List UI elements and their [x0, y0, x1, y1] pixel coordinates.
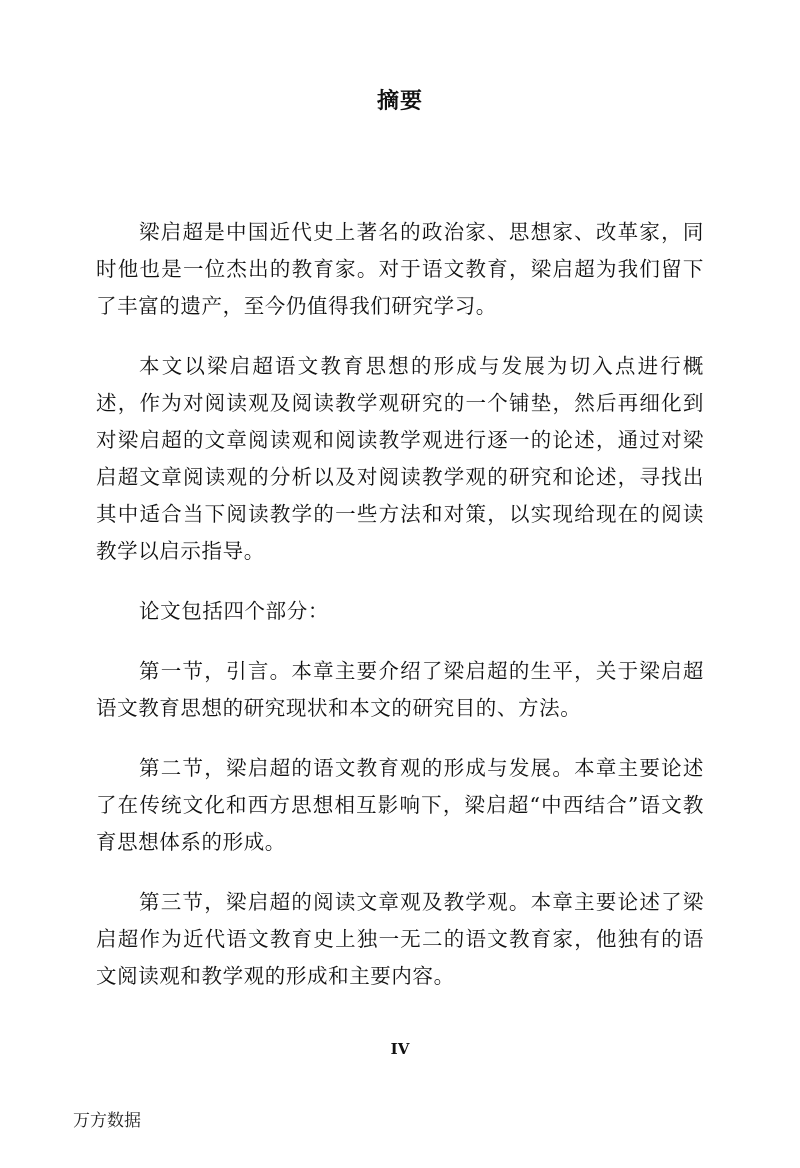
paragraph-section-2: 第二节，梁启超的语文教育观的形成与发展。本章主要论述了在传统文化和西方思想相互影响下，梁启超“中西结合”语文教育思想体系的形成。: [96, 756, 704, 854]
watermark-text: 万方数据: [73, 1111, 141, 1131]
paragraph-structure: 论文包括四个部分：: [139, 599, 329, 623]
paragraph-section-3: 第三节，梁启超的阅读文章观及教学观。本章主要论述了梁启超作为近代语文教育史上独一无二的语文教育家，他独有的语文阅读观和教学观的形成和主要内容。: [96, 890, 704, 988]
paragraph-intro: 梁启超是中国近代史上著名的政治家、思想家、改革家，同时他也是一位杰出的教育家。对于语文教育，梁启超为我们留下了丰富的遗产，至今仍值得我们研究学习。: [96, 220, 704, 318]
abstract-body: [96, 214, 704, 1018]
paragraph-section-1: 第一节，引言。本章主要介绍了梁启超的生平，关于梁启超语文教育思想的研究现状和本文的研究目的、方法。: [96, 659, 704, 720]
page-number: IV: [390, 1040, 410, 1058]
paragraph-approach: 本文以梁启超语文教育思想的形成与发展为切入点进行概述，作为对阅读观及阅读教学观研究的一个铺垫，然后再细化到对梁启超的文章阅读观和阅读教学观进行逐一的论述，通过对梁启超文章阅读观的分析以及对阅读教学观的研究和论述，寻找出其中适合当下阅读教学的一些方法和对策，以实现给现在的阅读教学以启示指导。: [96, 354, 704, 563]
abstract-heading: 摘要: [376, 89, 423, 114]
